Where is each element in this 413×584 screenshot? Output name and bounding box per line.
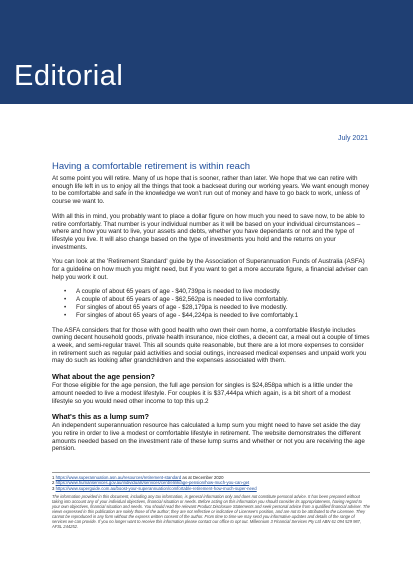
list-item: • For singles of about 65 years of age - $28,179pa is needed to live modestly.: [64, 304, 288, 312]
bullet-icon: •: [64, 296, 67, 304]
bullet-icon: •: [64, 304, 67, 312]
footnotes: [52, 472, 370, 530]
article-title: Having a comfortable retirement is within reach: [52, 161, 251, 172]
footnote-2: 2 https://www.humanservices.gov.au/individuals/services/centrelink/age-pension/how-much-you-can-get: [52, 480, 250, 486]
paragraph-intro-3: You can look at the 'Retirement Standard' guide by the Association of Superannuation Funds of Australia (ASFA) for a guideline on how much you might need, but if you want to get a more accurate figure, a financial adviser can help you work it out.: [52, 258, 368, 281]
publication-date: July 2021: [338, 135, 368, 142]
asfa-bullet-list: [52, 288, 370, 319]
paragraph-intro-2: With all this in mind, you probably want to place a dollar figure on how much you need to save now, to be able to retire comfortably. That number is your individual number as it will be based on your individual circumstances – where and how you want to live, your assets and debts, whether you have dependants or not and the type of lifestyle you live. It will also change based on the type of investments you hold and the returns on your investments.: [52, 212, 365, 251]
article-body: [52, 175, 370, 460]
footnote-3: 3 https://www.superguide.com.au/boost-your-superannuation/comfortable-retirement-how-much-super-need: [52, 485, 257, 491]
editorial-banner: [0, 0, 413, 104]
banner-title: Editorial: [14, 60, 124, 92]
bullet-icon: •: [64, 311, 67, 319]
list-item: • A couple of about 65 years of age - $62,562pa is needed to live comfortably.: [64, 296, 289, 304]
heading-age-pension: What about the age pension?: [52, 372, 156, 382]
heading-lump-sum: What's this as a lump sum?: [52, 412, 150, 422]
paragraph-intro-1: At some point you will retire. Many of us hope that is sooner, rather than later. We hope that we can retire with enough life left in us to enjoy all the things that took a backseat during our working years. We want enough money to be comfortable and safe in the knowledge we won't run out of money and have to go back to work, unless of course we want to.: [52, 175, 370, 206]
footnote-1: 1 https://www.superannuation.asn.au/resources/retirement-standard as at December 2020: [52, 475, 224, 480]
list-item: • A couple of about 65 years of age - $40,739pa is needed to live modestly.: [64, 288, 281, 296]
paragraph-comfortable-lifestyle: The ASFA considers that for those with good health who own their own home, a comfortable lifestyle includes owning decent household goods, private health insurance, nice clothes, a decent car, a meal out a couple of times a week, and semi-regular travel. This all sounds quite reasonable, but there are a lot more expenses to consider in retirement such as regular paid activities and social outings, increased medical expenses and unpaid work you may do such as looking after grandchildren and the expenses associated with them.: [52, 326, 370, 365]
disclaimer: The information provided in this document, including any tax information, is general information only and does not constitute personal advice. It has been prepared without taking into account any of your individual objectives, financial situation or needs. Before acting on this information you should consider its appropriateness, having regard to your own objectives, financial situation and needs. You should read the relevant Product Disclosure Statements and seek personal advice from a qualified financial adviser. The views expressed in this publication are solely those of the author; they are not reflective or indicative of Licensee's position, and are not to be attributed to the Licensee. They cannot be reproduced in any form without the express written consent of the author. From time to time we may send you informative updates and details of the range of services we can provide. If you no longer want to receive this information please contact our office to opt out. Millennium 3 Financial Services Pty Ltd ABN 61 094 529 987, AFSL 244252.: [52, 493, 370, 530]
paragraph-age-pension: For those eligible for the age pension, the full age pension for singles is $24,858pa which is a little under the amount needed to live a modest lifestyle. For couples it is $37,444pa which again, is a bit short of a modest lifestyle so you would need other income to top this up.2: [52, 382, 353, 405]
bullet-icon: •: [64, 288, 67, 296]
list-item: • For singles of about 65 years of age - $44,224pa is needed to live comfortably.1: [64, 311, 299, 319]
paragraph-lump-sum: An independent superannuation resource has calculated a lump sum you might need to have set aside the day you retire in order to live a modest or comfortable lifestyle in retirement. The website demonstrates the different amounts needed based on the investment rate of these lump sums and whether or not you are receiving the age pension.: [52, 422, 365, 453]
footnote-link-1[interactable]: https://www.superannuation.asn.au/resources/retirement-standard: [55, 475, 182, 480]
footnote-link-2[interactable]: https://www.humanservices.gov.au/individuals/services/centrelink/age-pension/how-much-you-can-get: [55, 480, 250, 486]
footnote-link-3[interactable]: https://www.superguide.com.au/boost-your-superannuation/comfortable-retirement-how-much-super-need: [55, 485, 257, 491]
